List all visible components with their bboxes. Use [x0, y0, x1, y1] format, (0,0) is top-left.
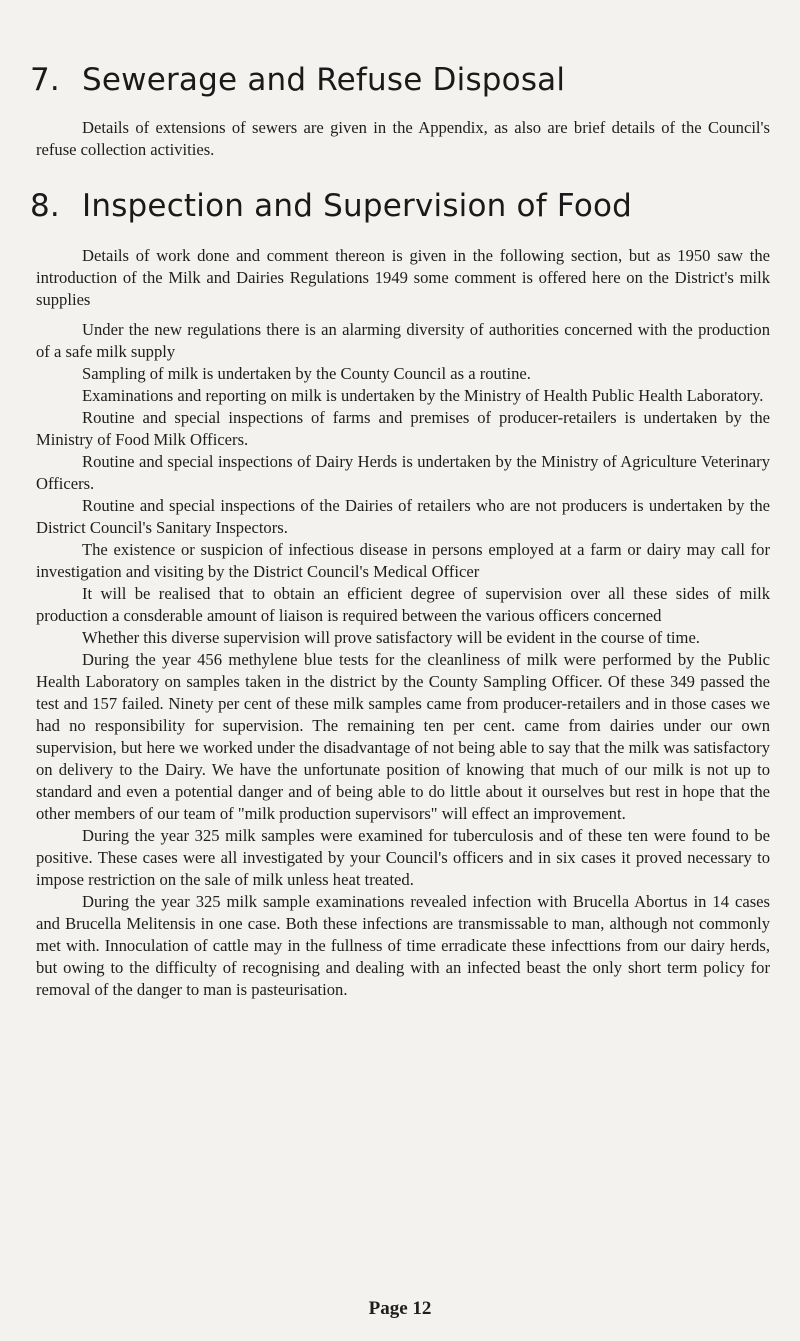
- section-8-paragraph: The existence or suspicion of infectious disease in persons employed at a farm or dairy may call for investigation and visiting by the District Council's Medical Officer: [36, 540, 770, 581]
- section-8-paragraph: During the year 456 methylene blue tests for the cleanliness of milk were performed by the Public Health Laboratory on samples taken in the district by the County Sampling Officer. Of these 349 passed the test and 157 failed. Ninety per cent of these milk samples came from producer-retailers and in those cases we had no responsibility for supervision. The remaining ten per cent. came from dairies under our own supervision, but here we worked under the disadvantage of not being able to say that the milk was satisfactory on delivery to the Dairy. We have the unfortunate position of knowing that much of our milk is not up to standard and even a potential danger and of being able to do little about it ourselves but rest in hope that the other members of our team of "milk production supervisors" will effect an improvement.: [36, 650, 770, 823]
- section-7-paragraph: Details of extensions of sewers are given in the Appendix, as also are brief details of the Council's refuse collection activities.: [36, 118, 770, 159]
- section-8-number: 8.: [30, 188, 60, 224]
- section-8-paragraph: Routine and special inspections of Dairy Herds is undertaken by the Ministry of Agriculture Veterinary Officers.: [36, 452, 770, 493]
- section-8-heading: [30, 188, 632, 224]
- section-7-number: 7.: [30, 62, 60, 98]
- section-7-heading: [30, 62, 565, 98]
- section-8-title: Inspection and Supervision of Food: [82, 188, 633, 224]
- section-7-body: [36, 117, 770, 161]
- section-8-paragraph: Whether this diverse supervision will prove satisfactory will be evident in the course of time.: [82, 628, 700, 647]
- section-8-paragraph: Routine and special inspections of farms and premises of producer-retailers is undertaken by the Ministry of Food Milk Officers.: [36, 408, 770, 449]
- section-8-paragraph: During the year 325 milk samples were examined for tuberculosis and of these ten were found to be positive. These cases were all investigated by your Council's officers and in six cases it proved necessary to impose restriction on the sale of milk unless heat treated.: [36, 826, 770, 889]
- section-8-paragraph: Routine and special inspections of the Dairies of retailers who are not producers is undertaken by the District Council's Sanitary Inspectors.: [36, 496, 770, 537]
- section-8-paragraph: Sampling of milk is undertaken by the County Council as a routine.: [82, 364, 531, 383]
- section-8-body: [36, 245, 770, 1001]
- section-8-paragraph: During the year 325 milk sample examinations revealed infection with Brucella Abortus in 14 cases and Brucella Melitensis in one case. Both these infections are transmissable to man, although not commonly met with. Innoculation of cattle may in the fullness of time erradicate these infecttions from our dairy herds, but owing to the difficulty of recognising and dealing with an infected beast the only short term policy for removal of the danger to man is pasteurisation.: [36, 892, 770, 999]
- section-8-paragraph: It will be realised that to obtain an efficient degree of supervision over all these sides of milk production a consderable amount of liaison is required between the various officers concerned: [36, 584, 770, 625]
- section-8-paragraph: Details of work done and comment thereon is given in the following section, but as 1950 saw the introduction of the Milk and Dairies Regulations 1949 some comment is offered here on the District's milk supplies: [36, 246, 770, 309]
- page-number: Page 12: [368, 1298, 432, 1319]
- section-7-title: Sewerage and Refuse Disposal: [82, 62, 566, 98]
- section-8-paragraph: Under the new regulations there is an alarming diversity of authorities concerned with the production of a safe milk supply: [36, 320, 770, 361]
- section-8-paragraph: Examinations and reporting on milk is undertaken by the Ministry of Health Public Health Laboratory.: [82, 386, 764, 405]
